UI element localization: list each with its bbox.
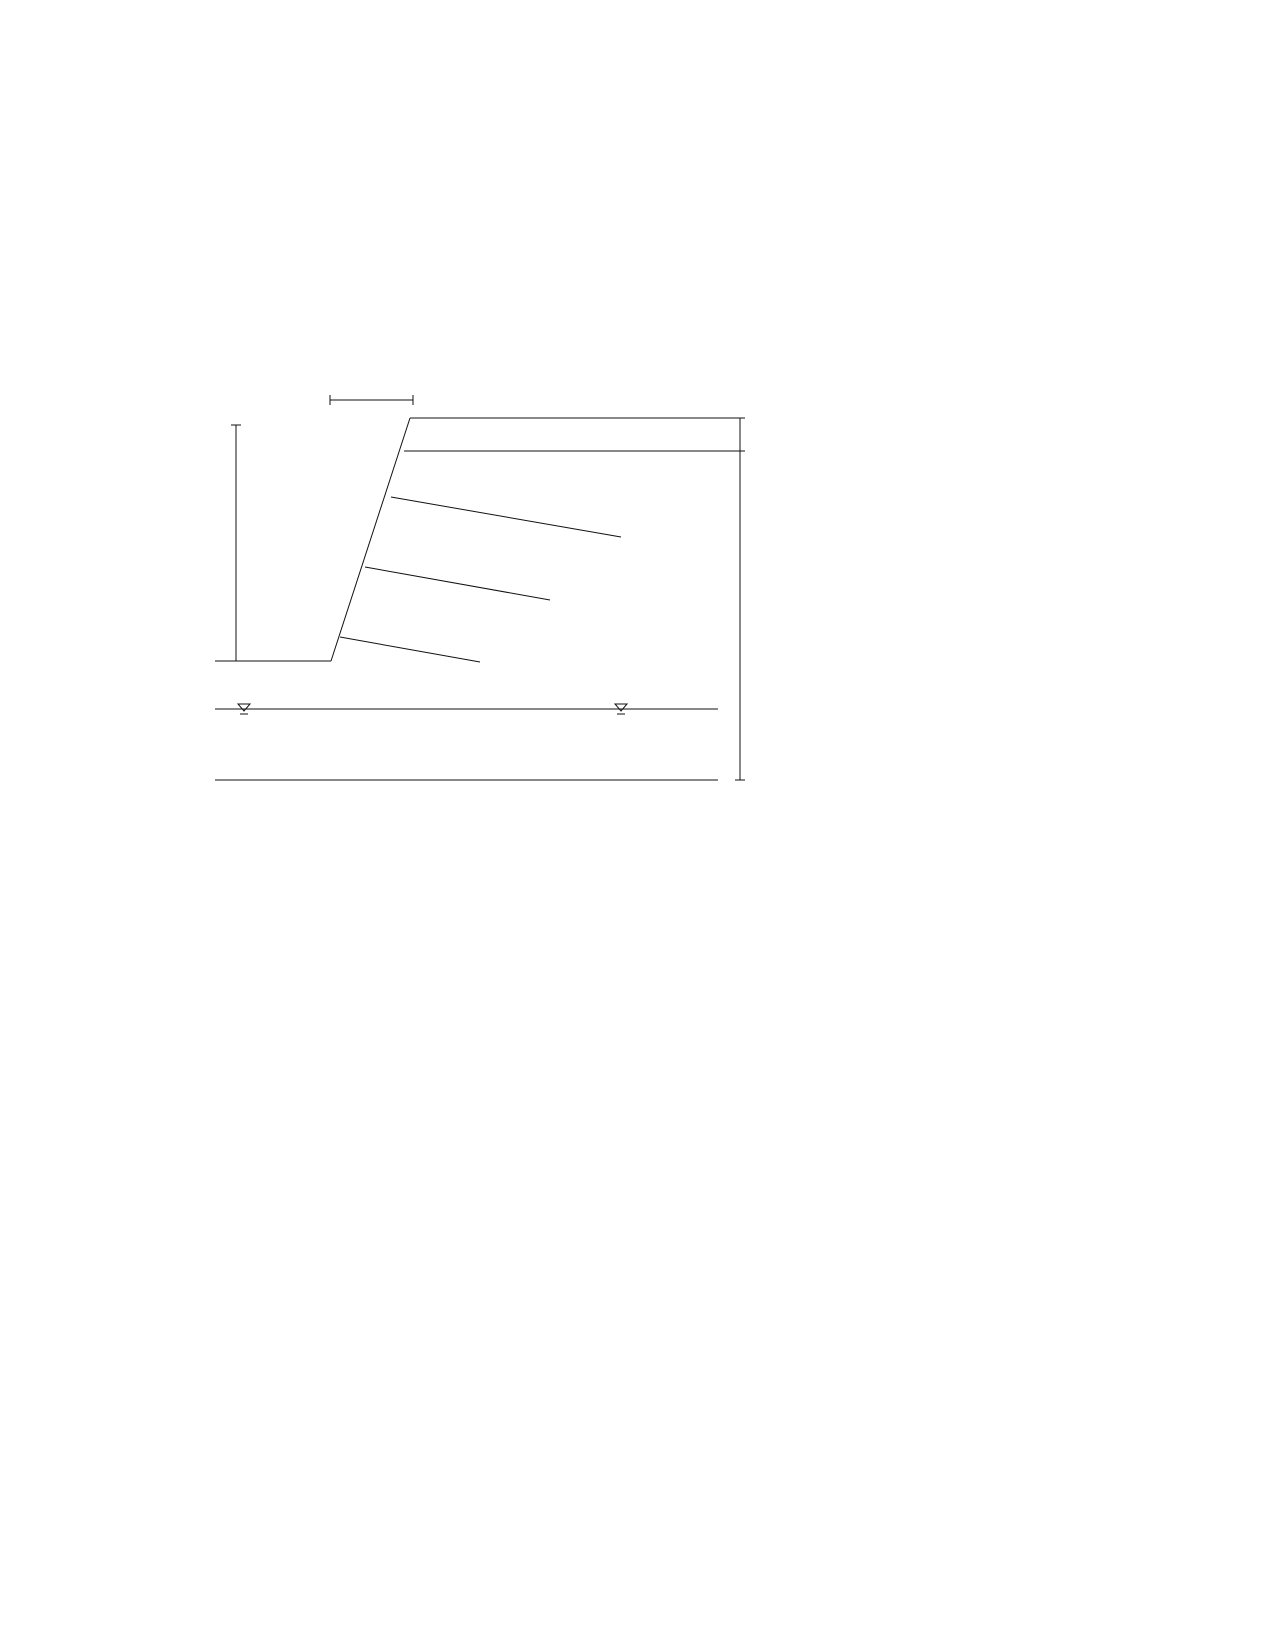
slope-diagram [0, 0, 1275, 800]
